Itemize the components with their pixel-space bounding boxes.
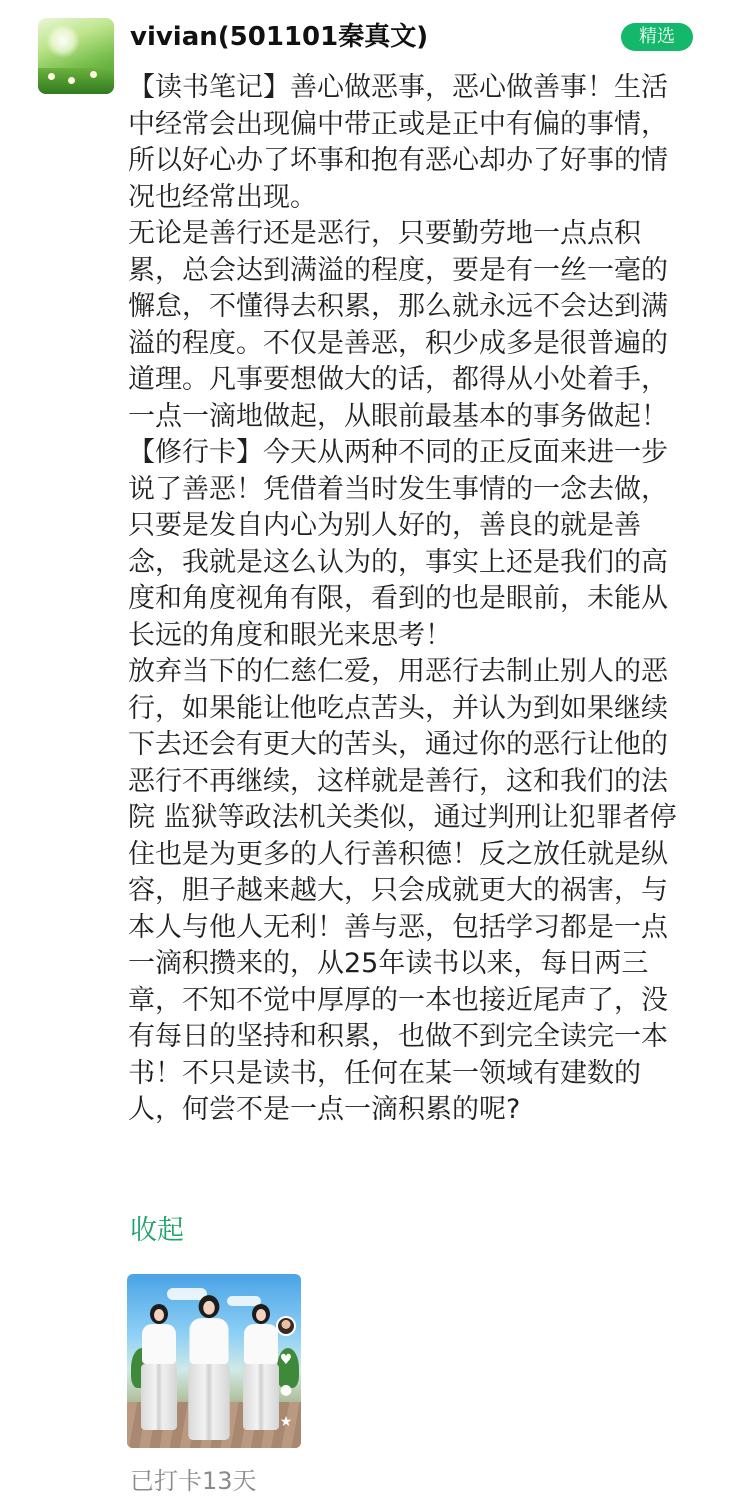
avatar-flower: [68, 77, 75, 84]
avatar-flower: [48, 73, 55, 80]
comment-icon: ●: [279, 1382, 293, 1398]
collapse-button[interactable]: 收起: [130, 1215, 184, 1246]
video-thumbnail[interactable]: [127, 1274, 301, 1448]
avatar-flower: [90, 71, 97, 78]
avatar-sunlight: [46, 24, 80, 58]
username[interactable]: vivian(501101秦真文): [130, 22, 429, 52]
star-icon: ★: [279, 1414, 293, 1430]
thumbnail-dancer: [188, 1295, 229, 1440]
post-content: [128, 70, 693, 1129]
thumbnail-dancer: [243, 1304, 279, 1430]
post-paragraph: 【修行卡】今天从两种不同的正反面来进一步说了善恶！凭借着当时发生事情的一念去做，只要是发自内心为别人好的，善良的就是善念，我就是这么认为的，事实上还是我们的高度和角度视角有限，看到的也是眼前，未能从长远的角度和眼光来思考！: [128, 437, 668, 651]
user-avatar[interactable]: [38, 18, 114, 94]
creator-avatar-icon: [276, 1316, 296, 1336]
thumbnail-dancer: [141, 1304, 177, 1430]
avatar-grass: [38, 68, 114, 94]
heart-icon: ♥: [279, 1352, 293, 1368]
featured-badge: 精选: [621, 23, 693, 51]
post-paragraph: 无论是善行还是恶行，只要勤劳地一点点积累，总会达到满溢的程度，要是有一丝一毫的懈怠，不懂得去积累，那么就永远不会达到满溢的程度。不仅是善恶，积少成多是很普遍的道理。凡事要想做大的话，都得从小处着手，一点一滴地做起，从眼前最基本的事务做起！: [128, 218, 668, 432]
post-paragraph: 放弃当下的仁慈仁爱，用恶行去制止别人的恶行，如果能让他吃点苦头，并认为到如果继续下去还会有更大的苦头，通过你的恶行让他的恶行不再继续，这样就是善行，这和我们的法院 监狱等政法机关类似，通过判刑让犯罪者停住也是为更多的人行善积德！反之放任就是纵容，胆子越来越大，只会成就更大的祸害，与本人与他人无利！善与恶，包括学习都是一点一滴积攒来的，从25年读书以来，每日两三章，不知不觉中厚厚的一本也接近尾声了，没有每日的坚持和积累，也做不到完全读完一本书！不只是读书，任何在某一领域有建数的人，何尝不是一点一滴积累的呢?: [128, 656, 677, 1125]
checkin-days: 已打卡13天: [130, 1467, 257, 1495]
post-paragraph: 【读书笔记】善心做恶事，恶心做善事！生活中经常会出现偏中带正或是正中有偏的事情，所以好心办了坏事和抱有恶心却办了好事的情况也经常出现。: [128, 72, 668, 213]
